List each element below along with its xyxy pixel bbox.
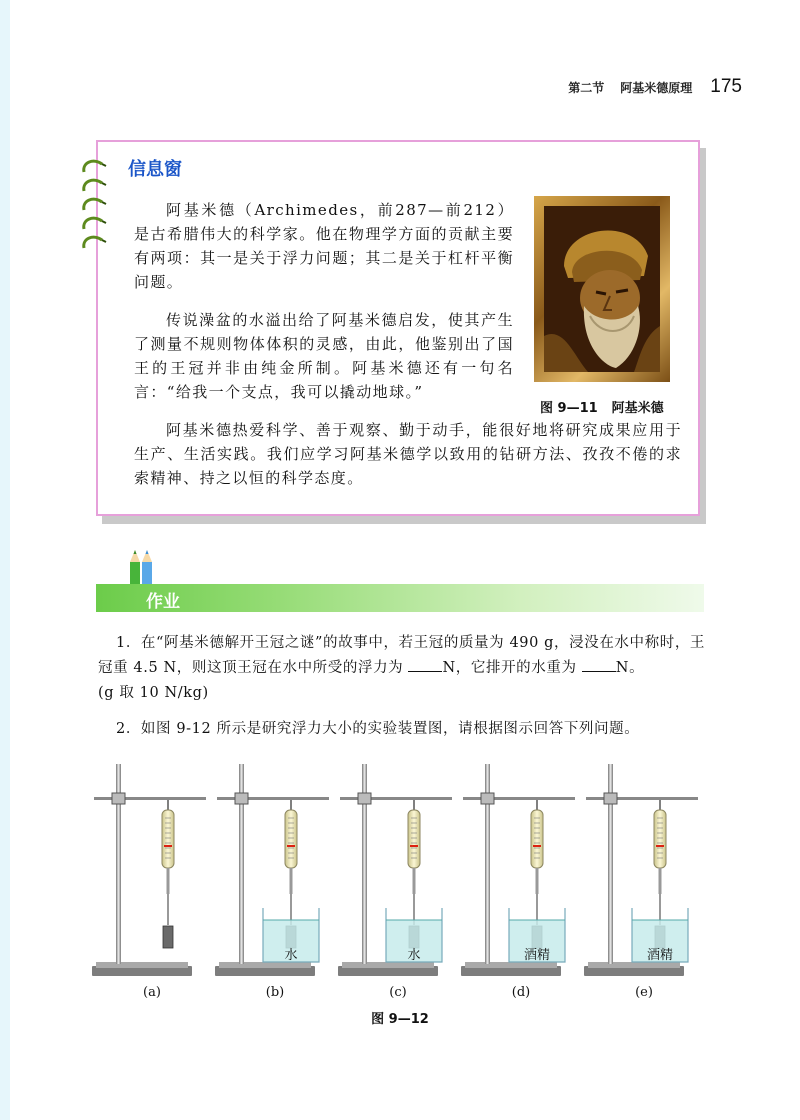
question-2: 2．如图 9-12 所示是研究浮力大小的实验装置图，请根据图示回答下列问题。 — [116, 721, 640, 737]
apparatus-panel — [92, 764, 206, 976]
figure-9-11-caption — [540, 397, 678, 416]
liquid-label: 酒精 — [523, 948, 551, 963]
apparatus-panel — [338, 764, 452, 976]
figure-9-12-apparatus — [90, 760, 710, 1000]
answer-blank-buoyancy[interactable] — [408, 657, 442, 672]
liquid-label: 酒精 — [646, 948, 674, 963]
panel-label: (d) — [511, 985, 531, 1000]
stand-rod — [340, 797, 452, 800]
archimedes-portrait — [534, 196, 670, 382]
stand-clamp — [481, 793, 494, 804]
panel-label: (a) — [143, 985, 161, 1000]
page-margin-strip — [0, 0, 10, 1120]
stand-base-top — [96, 962, 188, 968]
spring-scale — [531, 810, 543, 868]
question-1 — [98, 631, 708, 706]
question-1-text-3: N。 — [615, 660, 645, 676]
info-paragraph-3: 阿基米德热爱科学、善于观察、勤于动手，能很好地将研究成果应用于生产、生活实践。我们应学习阿基米德学以致用的钻研方法、孜孜不倦的求索精神、持之以恒的科学态度。 — [134, 421, 682, 487]
stand-rod — [586, 797, 698, 800]
homework-title: 作业 — [146, 592, 180, 612]
scale-rod — [659, 868, 662, 894]
running-head — [568, 76, 742, 98]
stand-rod — [217, 797, 329, 800]
spring-scale — [654, 810, 666, 868]
stand-clamp — [235, 793, 248, 804]
liquid-label: 水 — [407, 948, 421, 963]
apparatus-panels — [92, 764, 698, 976]
question-1-text-2: N，它排开的水重为 — [442, 660, 577, 676]
answer-blank-displaced-weight[interactable] — [582, 657, 616, 672]
section-title: 阿基米德原理 — [620, 81, 693, 95]
stand-rod — [94, 797, 206, 800]
stand-clamp — [112, 793, 125, 804]
section-label: 第二节 — [568, 81, 605, 95]
spiral-ring-icon — [80, 196, 110, 212]
figure-9-12-caption: 图 9—12 — [371, 1012, 429, 1027]
scale-rod — [167, 868, 170, 894]
scale-rod — [290, 868, 293, 894]
stand-rod — [463, 797, 575, 800]
question-1-note: (g 取 10 N/kg) — [98, 685, 209, 701]
apparatus-labels — [143, 985, 653, 1000]
figure-caption: 阿基米德 — [611, 401, 664, 416]
scale-rod — [536, 868, 539, 894]
archimedes-portrait-image — [544, 206, 660, 372]
scale-rod — [413, 868, 416, 894]
spring-scale — [162, 810, 174, 868]
spring-scale — [285, 810, 297, 868]
liquid-label: 水 — [284, 948, 298, 963]
figure-number: 图 9—11 — [540, 401, 598, 416]
apparatus-panel — [461, 764, 575, 976]
info-paragraph-1: 阿基米德（Archimedes，前287—前212）是古希腊伟大的科学家。他在物理学方面的贡献主要有两项：其一是关于浮力问题；其二是关于杠杆平衡问题。 — [134, 201, 514, 291]
spring-scale — [408, 810, 420, 868]
spiral-ring-icon — [80, 234, 110, 250]
info-paragraph-2: 传说澡盆的水溢出给了阿基米德启发，使其产生了测量不规则物体体积的灵感，由此，他鉴别出了国王的王冠并非由纯金所制。阿基米德还有一句名言：“给我一个支点，我可以撬动地球。” — [134, 311, 514, 401]
homework-banner — [96, 584, 704, 612]
apparatus-panel — [584, 764, 698, 976]
panel-label: (b) — [265, 985, 285, 1000]
apparatus-panel — [215, 764, 329, 976]
panel-label: (e) — [635, 985, 653, 1000]
spiral-ring-icon — [80, 215, 110, 231]
page-number: 175 — [710, 76, 742, 97]
metal-block — [163, 926, 173, 948]
stand-clamp — [604, 793, 617, 804]
stand-clamp — [358, 793, 371, 804]
question-1-text: 1．在“阿基米德解开王冠之谜”的故事中，若王冠的质量为 490 g，浸没在水中称时，王冠重 4.5 N，则这顶王冠在水中所受的浮力为 — [98, 635, 706, 676]
spiral-ring-icon — [80, 158, 110, 174]
spiral-ring-icon — [80, 177, 110, 193]
info-box-title: 信息窗 — [128, 159, 182, 180]
panel-label: (c) — [389, 985, 407, 1000]
